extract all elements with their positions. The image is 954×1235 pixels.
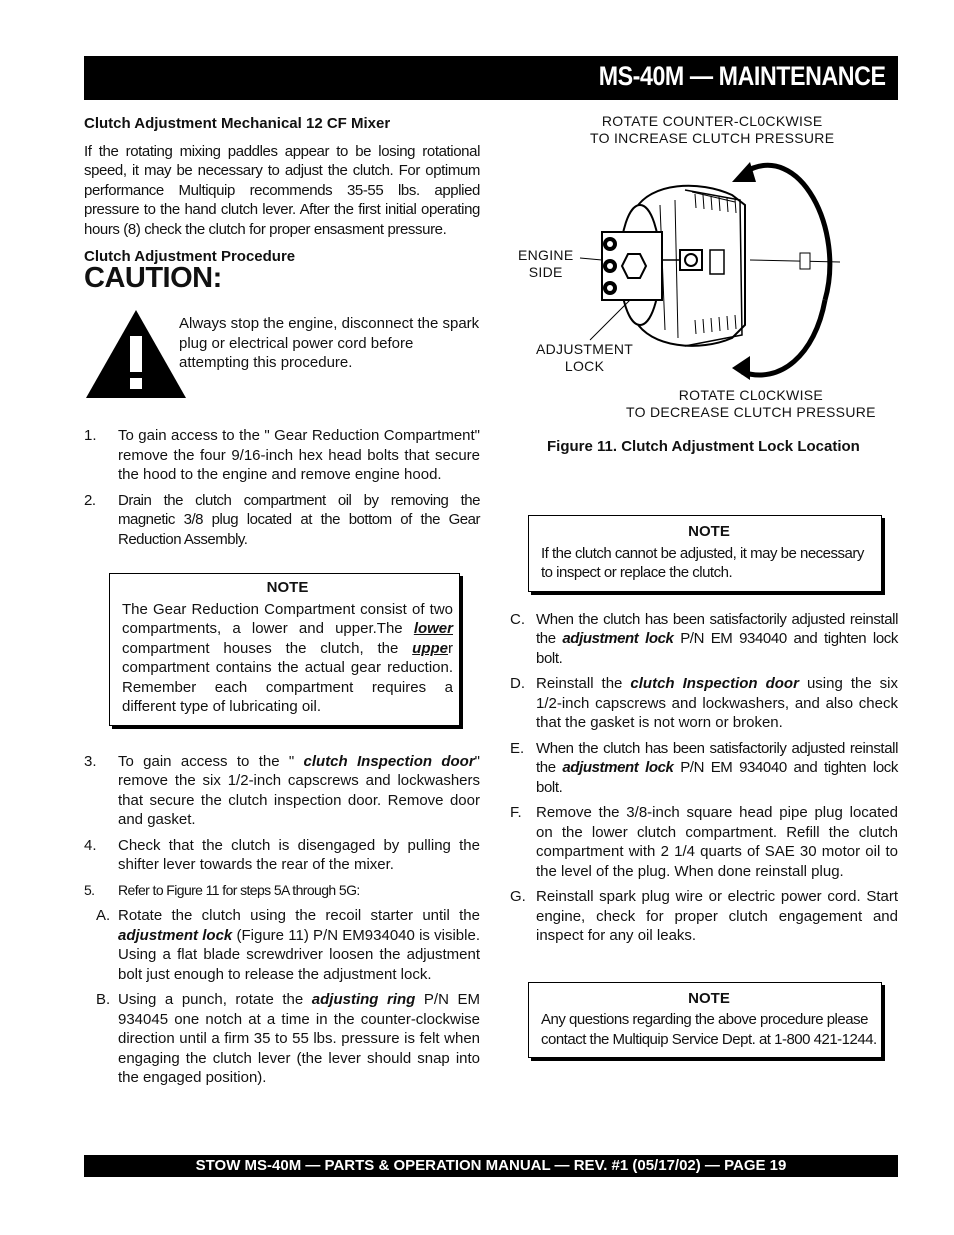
figure-caption: Figure 11. Clutch Adjustment Lock Location bbox=[547, 438, 860, 455]
step-2 bbox=[84, 491, 480, 550]
step-number: B. bbox=[96, 991, 111, 1008]
footer-text: STOW MS-40M — PARTS & OPERATION MANUAL — REV. #1 (05/17/02) — PAGE 19 bbox=[195, 1157, 787, 1174]
step-text: Reinstall the clutch Inspection door using the six 1/2-inch capscrews and lockwashers, and also check that the gasket is not worn or broken. bbox=[536, 675, 899, 731]
lower-emphasis: lower bbox=[413, 620, 453, 637]
note-box-service-contact bbox=[528, 982, 882, 1059]
step-5e bbox=[510, 739, 898, 798]
clutch-figure bbox=[510, 110, 910, 440]
intro-paragraph: If the rotating mixing paddles appear to be losing rotational speed, it may be necessary to adjust the clutch. For optimum performance Multiquip recommends 35-55 lbs. applied pressure to the hand clutch lever. After the first initial operating hours (8) check the clutch for proper ensasment pressure. bbox=[84, 142, 480, 238]
step-text: Refer to Figure 11 for steps 5A through 5G: bbox=[118, 881, 360, 898]
right-column bbox=[510, 515, 898, 1058]
procedure-title: Clutch Adjustment Procedure bbox=[84, 248, 296, 265]
page-title: MS-40M — MAINTENANCE bbox=[599, 61, 886, 91]
page-footer-bar bbox=[84, 1155, 898, 1177]
note-heading: NOTE bbox=[688, 989, 730, 1007]
step-number: C. bbox=[510, 610, 525, 628]
note-text: Any questions regarding the above procedure please contact the Multiquip Service Dept. at 1-800 421-1244. bbox=[541, 1011, 877, 1048]
label-adjustment-lock: ADJUSTMENT LOCK bbox=[536, 341, 634, 374]
step-number: G. bbox=[510, 888, 526, 905]
caution-text: Always stop the engine, disconnect the spark plug or electrical power cord before attempting this procedure. bbox=[179, 315, 480, 371]
step-number: 5. bbox=[84, 881, 95, 898]
label-rotate-ccw: ROTATE COUNTER-CL0CKWISE TO INCREASE CLUTCH PRESSURE bbox=[590, 113, 835, 146]
steps-list-3 bbox=[510, 610, 898, 946]
step-text: Check that the clutch is disengaged by pulling the shifter lever towards the rear of the mixer. bbox=[118, 836, 480, 873]
step-5d bbox=[510, 674, 898, 733]
step-number: 4. bbox=[84, 836, 97, 854]
section-title: Clutch Adjustment Mechanical 12 CF Mixer bbox=[84, 115, 391, 132]
step-text: Using a punch, rotate the adjusting ring P/N EM 934045 one notch at a time in the counter-clockwise direction until a firm 35 to 55 lbs. pressure is felt when engaging the clutch lever (the lever should snap into the engaged position). bbox=[118, 991, 480, 1086]
caution-heading: CAUTION: bbox=[84, 261, 222, 294]
step-5g bbox=[510, 887, 898, 946]
step-5f bbox=[510, 803, 898, 881]
step-1 bbox=[84, 426, 480, 485]
note-text: The Gear Reduction Compartment consist of two compartments, a lower and upper.The lower compartment houses the clutch, the upper compartment contains the actual gear reduction. Remember each compartment requires a different type of lubricating oil. bbox=[122, 600, 453, 715]
note-text: If the clutch cannot be adjusted, it may be necessary to inspect or replace the clutch. bbox=[541, 544, 864, 581]
step-number: 3. bbox=[84, 752, 97, 770]
note-box-gear-reduction bbox=[109, 573, 460, 726]
step-number: F. bbox=[510, 804, 522, 821]
step-3 bbox=[84, 752, 480, 830]
upper-emphasis: uppe bbox=[412, 639, 448, 657]
label-engine-side: ENGINE SIDE bbox=[518, 247, 574, 280]
left-column bbox=[84, 114, 480, 1094]
step-text: Remove the 3/8-inch square head pipe plug located on the lower clutch compartment. Refill the clutch compartment with 2 1/4 quarts of SAE 30 motor oil to the level of the plug. When done reinstall plug. bbox=[536, 804, 898, 880]
clutch-illustration bbox=[510, 110, 910, 440]
caution-block bbox=[84, 304, 480, 408]
label-rotate-cw: ROTATE CL0CKWISE TO DECREASE CLUTCH PRESSURE bbox=[626, 387, 876, 420]
step-text: Reinstall spark plug wire or electric power cord. Start engine, check for proper clutch engagement and inspect for any oil leaks. bbox=[536, 888, 898, 944]
step-5a bbox=[84, 906, 480, 984]
step-text: Drain the clutch compartment oil by removing the magnetic 3/8 plug located at the bottom of the Gear Reduction Assembly. bbox=[118, 491, 480, 548]
step-number: 2. bbox=[84, 491, 96, 509]
step-number: 1. bbox=[84, 427, 97, 444]
step-number: D. bbox=[510, 675, 525, 692]
step-text: When the clutch has been satisfactorily adjusted reinstall the adjustment lock P/N EM 934040 and tighten lock bolt. bbox=[536, 739, 899, 796]
step-text: To gain access to the " Gear Reduction Compartment" remove the four 9/16-inch hex head bolts that secure the hood to the engine and remove engine hood. bbox=[118, 427, 480, 483]
page-header-bar bbox=[84, 56, 898, 100]
step-text: When the clutch has been satisfactorily adjusted reinstall the adjustment lock P/N EM 934040 and tighten lock bolt. bbox=[536, 610, 899, 667]
steps-list-1 bbox=[84, 426, 480, 549]
note-heading: NOTE bbox=[266, 579, 309, 596]
step-number: E. bbox=[510, 739, 525, 757]
step-4 bbox=[84, 836, 480, 875]
step-5 bbox=[84, 881, 480, 901]
note-heading: NOTE bbox=[688, 523, 730, 540]
note-box-clutch-replace bbox=[528, 515, 882, 592]
steps-list-2 bbox=[84, 752, 480, 1088]
step-text: To gain access to the " clutch Inspection door" remove the six 1/2-inch capscrews and lockwashers that secure the clutch inspection door. Remove door and gasket. bbox=[118, 752, 480, 828]
step-5c bbox=[510, 610, 898, 669]
step-5b bbox=[84, 990, 480, 1088]
step-text: Rotate the clutch using the recoil starter until the adjustment lock (Figure 11) P/N EM934040 is visible. Using a flat blade screwdriver loosen the adjustment bolt just enough to release the adjustment lock. bbox=[118, 907, 480, 983]
step-number: A. bbox=[96, 907, 111, 924]
warning-triangle-icon bbox=[84, 308, 188, 400]
